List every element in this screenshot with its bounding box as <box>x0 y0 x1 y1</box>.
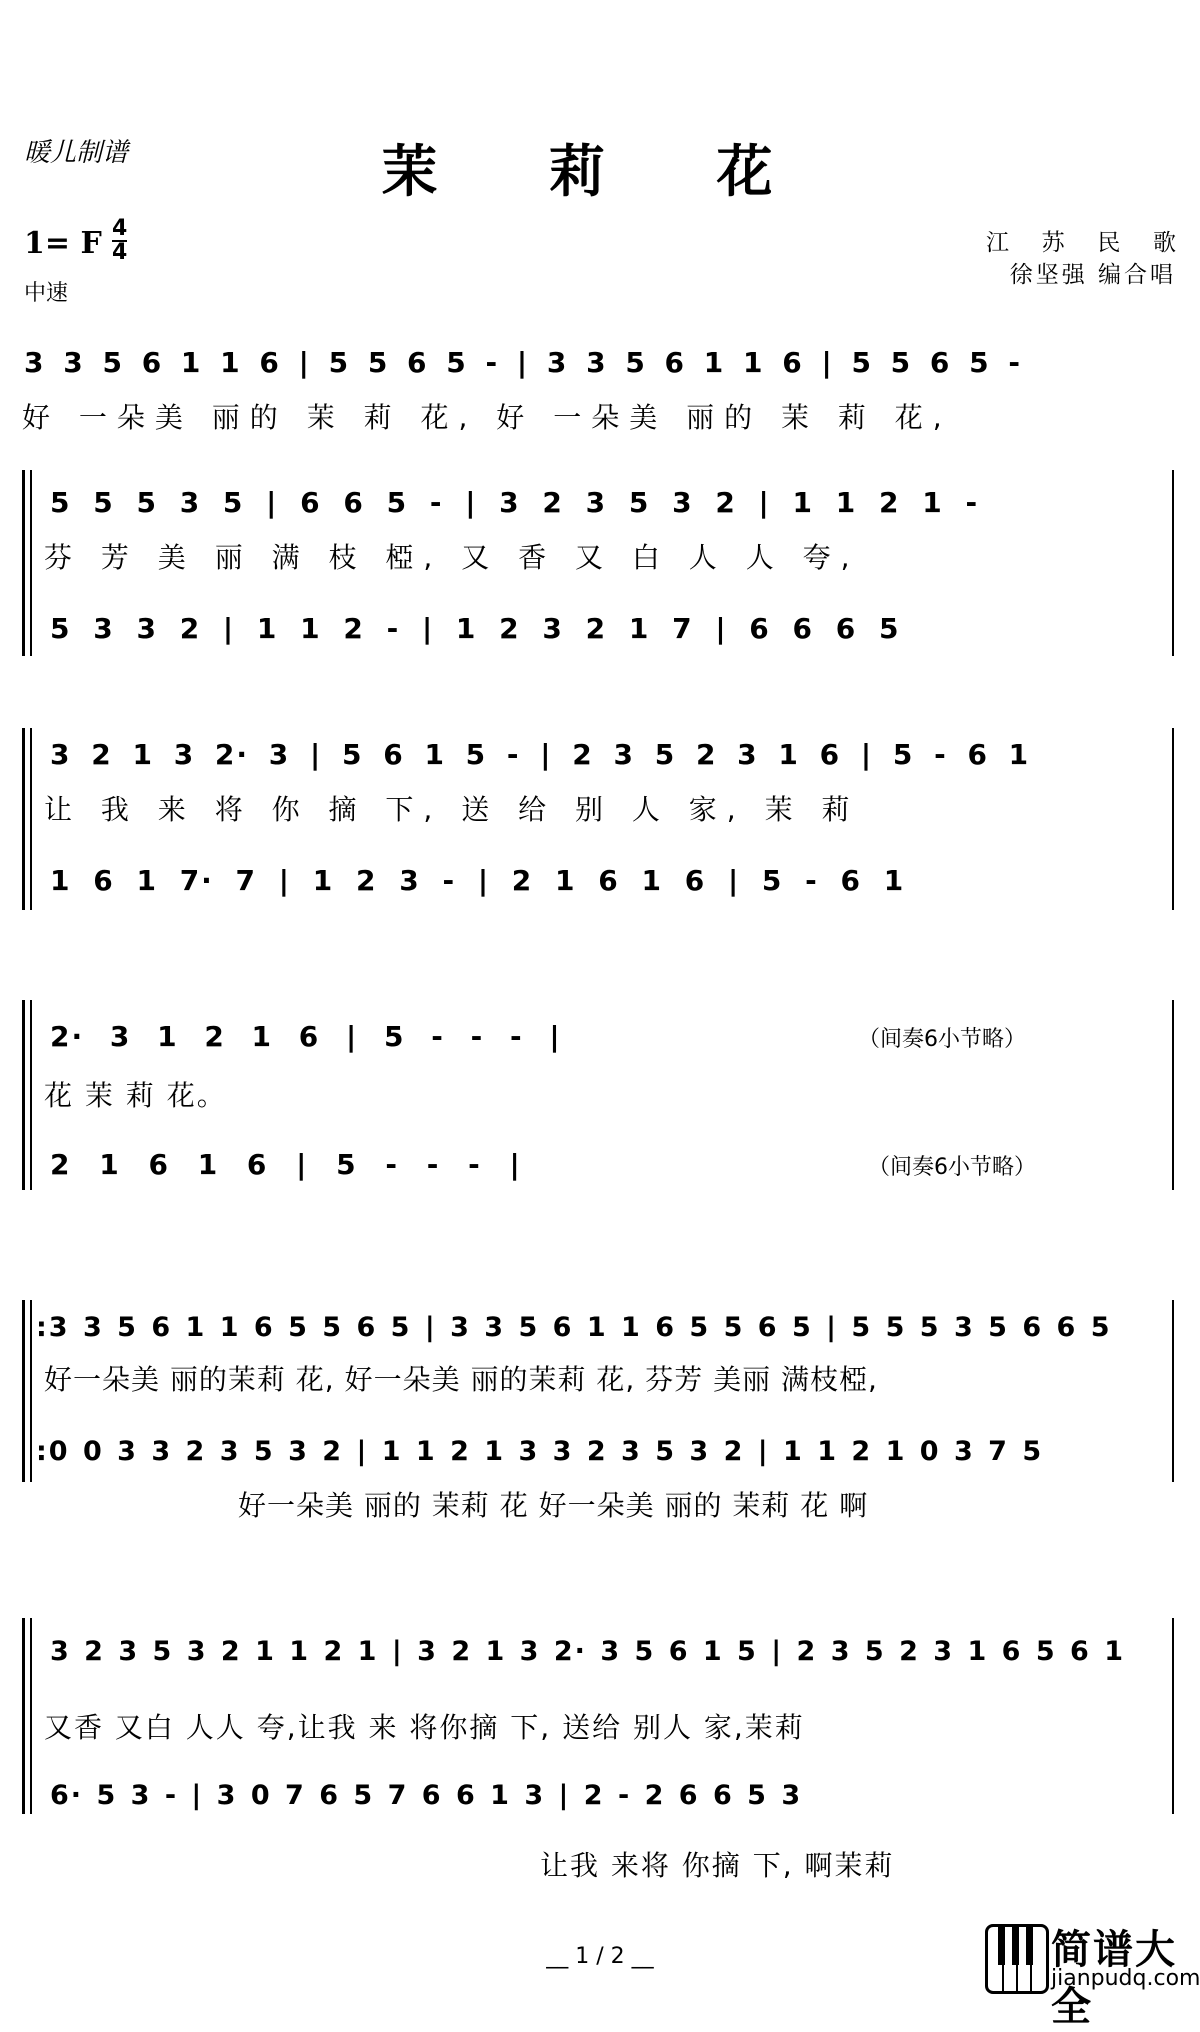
system-5-lyrics: 好一朵美 丽的茉莉 花, 好一朵美 丽的茉莉 花, 芬芳 美丽 满枝椏, <box>44 1363 878 1396</box>
system-3-left-bar <box>30 728 32 910</box>
system-2-lyrics: 芬 芳 美 丽 满 枝 椏, 又 香 又 白 人 人 夸, <box>44 541 860 574</box>
system-1-lyrics: 好 一朵美 丽的 茉 莉 花, 好 一朵美 丽的 茉 莉 花, <box>22 401 952 434</box>
system-6-brace <box>22 1618 25 1814</box>
system-5-left-bar <box>30 1300 32 1482</box>
time-top: 4 <box>112 216 128 241</box>
tempo-marking: 中速 <box>24 281 69 306</box>
system-3-melody: 3 2 1 3 2· 3 | 5 6 1 5 - | 2 3 5 2 3 1 6 | 5 - 6 1 <box>50 738 1031 771</box>
system-4-left-bar <box>30 1000 32 1190</box>
page-number: __ 1 / 2 __ <box>546 1944 654 1969</box>
system-6-right-bar <box>1172 1618 1174 1814</box>
system-5-lower: :0 0 3 3 2 3 5 3 2 | 1 1 2 1 3 3 2 3 5 3 2 | 1 1 2 1 0 3 7 5 <box>36 1436 1044 1467</box>
system-5-brace <box>22 1300 25 1482</box>
system-4-right-bar <box>1172 1000 1174 1190</box>
system-2-left-bar <box>30 470 32 656</box>
system-2-melody: 5 5 5 3 5 | 6 6 5 - | 3 2 3 5 3 2 | 1 1 2 1 - <box>50 486 980 519</box>
system-6-lyrics: 又香 又白 人人 夸,让我 来 将你摘 下, 送给 别人 家,茉莉 <box>44 1711 805 1744</box>
arranger-text: 徐坚强 编合唱 <box>1009 262 1176 288</box>
interlude-note-upper: （间奏6小节略） <box>858 1027 1026 1052</box>
time-signature <box>112 218 127 264</box>
system-3-right-bar <box>1172 728 1174 910</box>
interlude-note-lower: （间奏6小节略） <box>868 1155 1036 1180</box>
origin-text: 江 苏 民 歌 <box>986 230 1176 256</box>
system-6-left-bar <box>30 1618 32 1814</box>
logo-url: jianpudq.com <box>1051 1966 1200 1991</box>
time-bottom: 4 <box>112 240 128 265</box>
system-5-lower-lyrics: 好一朵美 丽的 茉莉 花 好一朵美 丽的 茉莉 花 啊 <box>238 1489 869 1522</box>
system-2-right-bar <box>1172 470 1174 656</box>
logo-text: 简谱大全 <box>1051 1927 1177 2030</box>
piano-icon <box>985 1924 1049 1994</box>
system-3-lower: 1 6 1 7· 7 | 1 2 3 - | 2 1 6 1 6 | 5 - 6 1 <box>50 864 906 897</box>
credit-text: 暖儿制谱 <box>24 138 129 168</box>
system-4-lower: 2 1 6 1 6 | 5 - - - | <box>50 1148 522 1181</box>
system-2-lower: 5 3 3 2 | 1 1 2 - | 1 2 3 2 1 7 | 6 6 6 5 <box>50 612 901 645</box>
site-logo <box>985 1918 1200 2030</box>
song-title: 茉 莉 花 <box>381 139 819 205</box>
system-6-melody: 3 2 3 5 3 2 1 1 2 1 | 3 2 1 3 2· 3 5 6 1 5 | 2 3 5 2 3 1 6 5 6 1 <box>50 1636 1125 1667</box>
system-4-melody: 2· 3 1 2 1 6 | 5 - - - | <box>50 1020 562 1053</box>
system-5-right-bar <box>1172 1300 1174 1482</box>
system-5-melody: :3 3 5 6 1 1 6 5 5 6 5 | 3 3 5 6 1 1 6 5 5 6 5 | 5 5 5 3 5 6 6 5 <box>36 1312 1112 1343</box>
system-4-brace <box>22 1000 25 1190</box>
system-6-lower-lyrics: 让我 来将 你摘 下, 啊茉莉 <box>540 1849 895 1882</box>
system-3-lyrics: 让 我 来 将 你 摘 下, 送 给 别 人 家, 茉 莉 <box>44 793 860 826</box>
key-signature: 1= F <box>24 226 102 261</box>
system-6-lower: 6· 5 3 - | 3 0 7 6 5 7 6 6 1 3 | 2 - 2 6 6 5 3 <box>50 1780 803 1811</box>
system-3-brace <box>22 728 25 910</box>
system-2-brace <box>22 470 25 656</box>
system-1-melody: 3 3 5 6 1 1 6 | 5 5 6 5 - | 3 3 5 6 1 1 6 | 5 5 6 5 - <box>24 346 1022 379</box>
system-4-lyrics: 花 茉 莉 花。 <box>44 1079 227 1112</box>
